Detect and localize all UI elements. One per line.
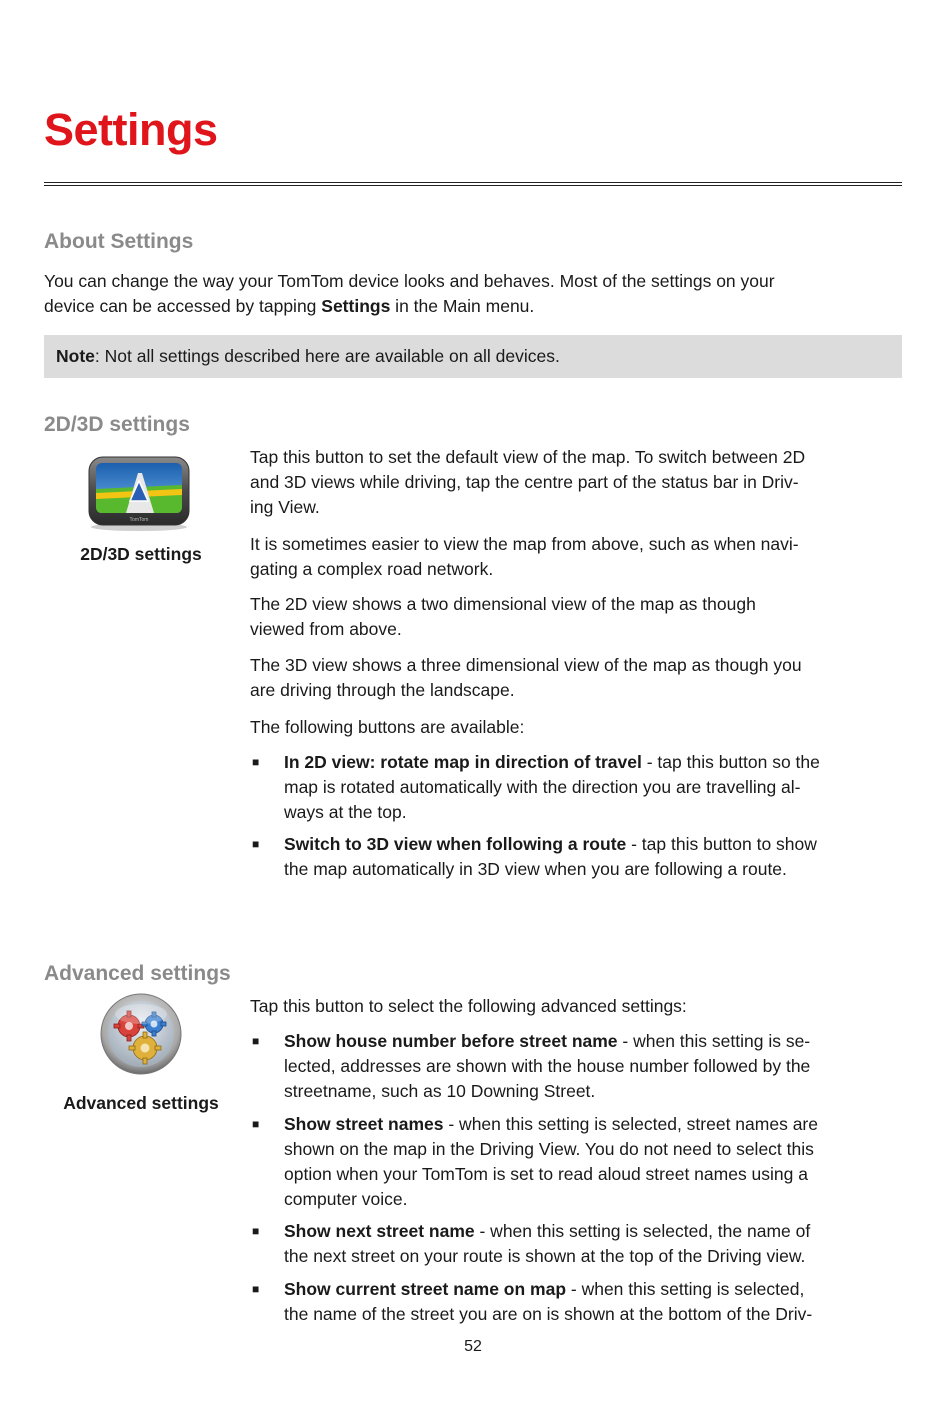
bullet-icon: ■ — [252, 837, 260, 851]
icon-caption-2d3d: 2D/3D settings — [80, 544, 202, 564]
section-2d3d-p3: The 2D view shows a two dimensional view of the map as though viewed from above. — [250, 594, 756, 639]
icon-caption-advanced: Advanced settings — [63, 1093, 219, 1113]
section-2d3d-p1: Tap this button to set the default view of the map. To switch between 2D and 3D views while driving, tap the centre part of the status bar in Driv- ing View. — [250, 447, 806, 517]
bullet-icon: ■ — [252, 1034, 260, 1048]
bullet-icon: ■ — [252, 755, 260, 769]
gears-icon — [99, 992, 183, 1076]
bullet-icon: ■ — [252, 1282, 260, 1296]
note-text: : Not all settings described here are available on all devices. — [94, 346, 560, 366]
svg-text:TomTom: TomTom — [129, 517, 149, 523]
page-number: 52 — [464, 1338, 482, 1355]
title-rule-bottom — [44, 185, 902, 186]
bullet-icon: ■ — [252, 1224, 260, 1238]
tomtom-device-icon — [86, 455, 192, 531]
note-label: Note — [56, 346, 95, 366]
about-heading: About Settings — [44, 230, 194, 253]
section-2d3d-p5: The following buttons are available: — [250, 717, 525, 737]
section-2d3d-p4: The 3D view shows a three dimensional view of the map as though you are driving through the landscape. — [250, 655, 802, 700]
note-box — [44, 335, 902, 378]
advanced-heading: Advanced settings — [44, 962, 231, 985]
section-2d3d-p2: It is sometimes easier to view the map from above, such as when navi- gating a complex road network. — [250, 534, 799, 579]
advanced-intro: Tap this button to select the following advanced settings: — [250, 996, 687, 1016]
bullet-icon: ■ — [252, 1117, 260, 1131]
section-2d3d-heading: 2D/3D settings — [44, 413, 190, 436]
title-rule-top — [44, 182, 902, 183]
page-title: Settings — [44, 104, 218, 155]
about-paragraph: You can change the way your TomTom device looks and behaves. Most of the settings on your device can be accessed by tapping Settings in the Main menu. — [44, 271, 775, 316]
